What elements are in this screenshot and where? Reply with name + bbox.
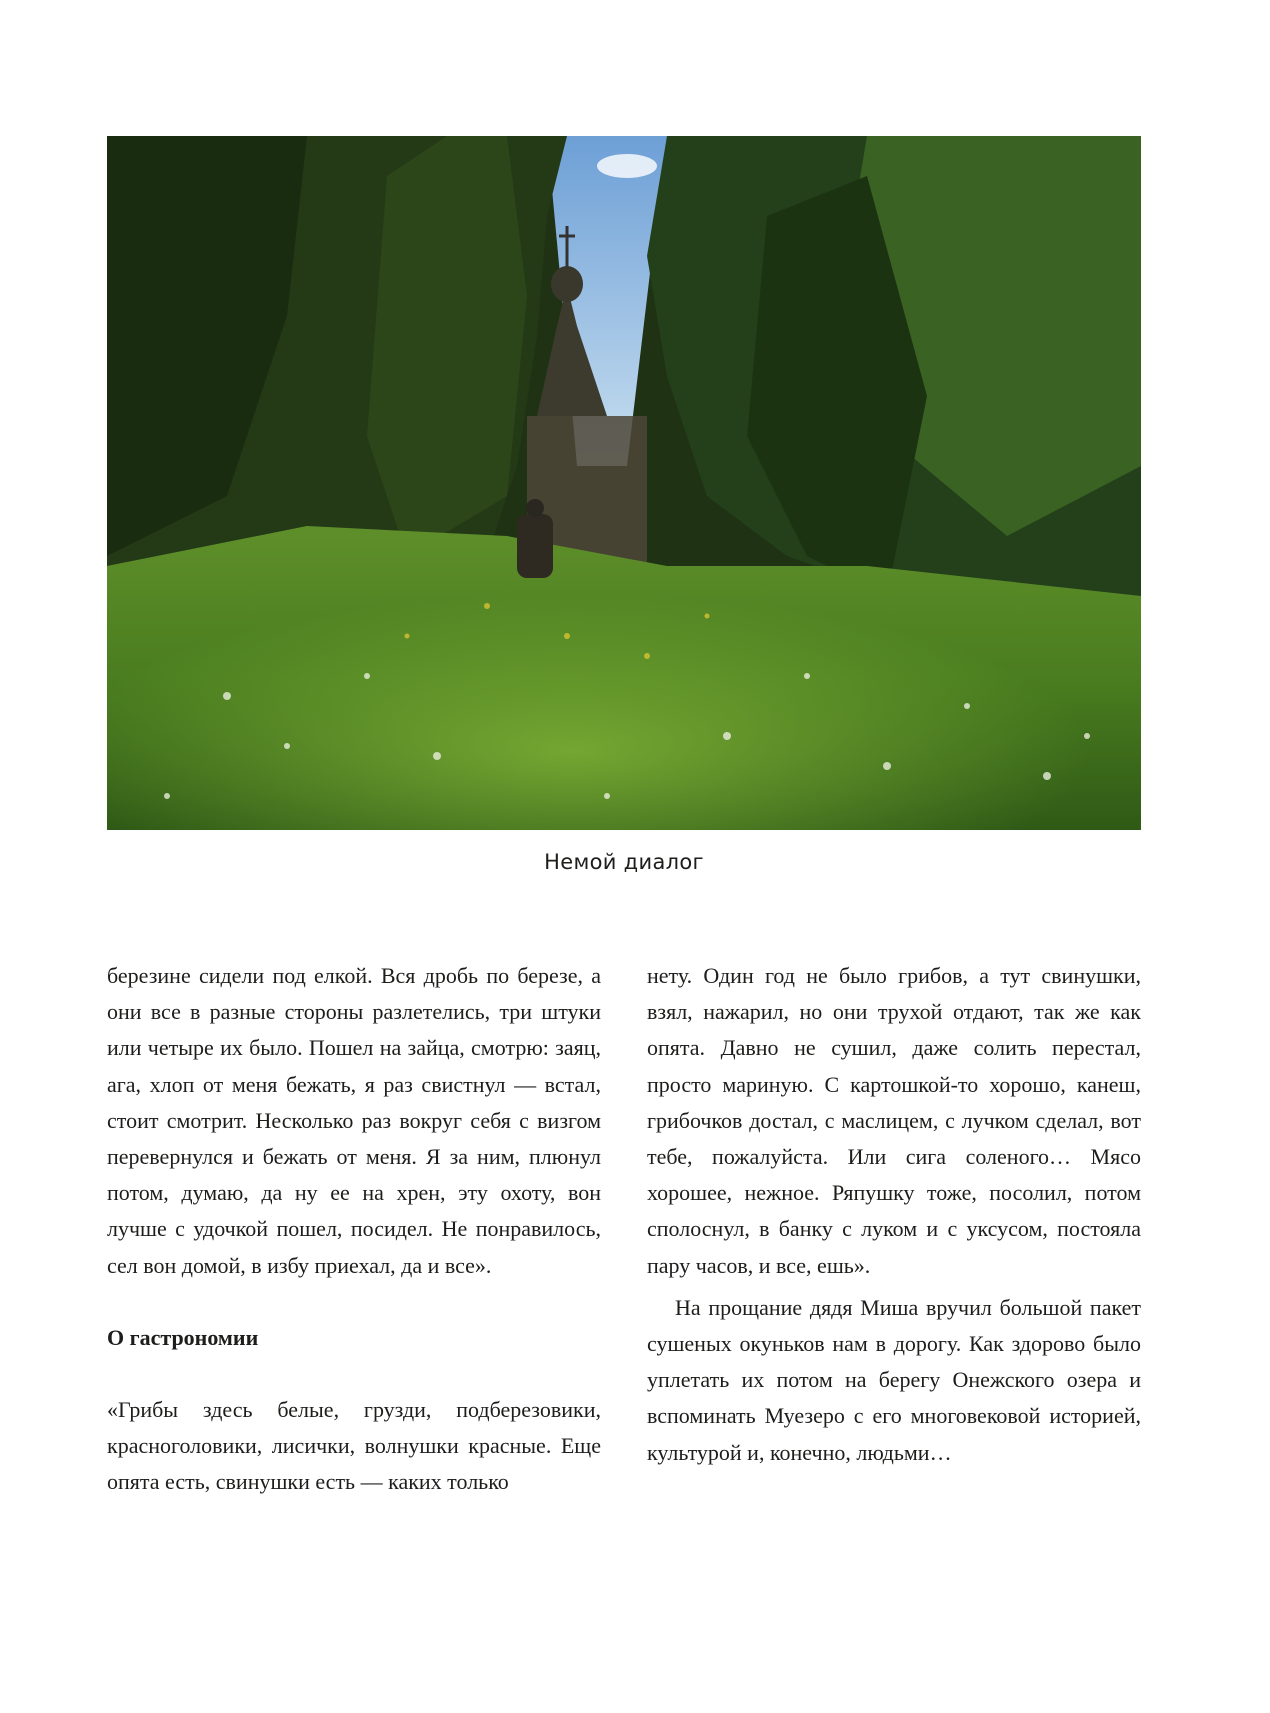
body-paragraph: нету. Один год не было грибов, а тут свинушки, взял, нажарил, но они трухой отдают, так же как опята. Давно не сушил, даже солить перестал, просто мариную. С картошкой-то хорошо, канеш, грибочков достал, с маслицем, с лучком сделал, вот тебе, пожалуйста. Или сига соленого… Мясо хорошее, нежное. Ряпушку тоже, посолил, потом сполоснул, в банку с луком и с уксусом, постояла пару часов, и все, ешь».: [647, 963, 1141, 1278]
forest-chapel-photo: [107, 136, 1141, 830]
body-paragraph: березине сидели под елкой. Вся дробь по березе, а они все в разные стороны разлетелись, три штуки или четыре их было. Пошел на зайца, смотрю: заяц, ага, хлоп от меня бежать, я раз свистнул — встал, стоит смотрит. Несколько раз вокруг себя с визгом перевернулся и бежать от меня. Я за ним, плюнул потом, думаю, да ну ее на хрен, эту охоту, вон лучше с удочкой пошел, посидел. Не понравилось, сел вон домой, в избу приехал, да и все».: [107, 963, 601, 1278]
photo-forest-chapel-icon: [107, 136, 1141, 830]
photo-caption: Немой диалог: [544, 850, 704, 874]
left-text-column: [107, 958, 601, 1501]
body-paragraph: На прощание дядя Миша вручил большой пакет сушеных окуньков нам в дорогу. Как здорово было уплетать их потом на берегу Онежского озера и вспоминать Муезеро с его многовековой историей, культурой и, конечно, людьми…: [647, 1294, 1141, 1465]
body-paragraph: «Грибы здесь белые, грузди, подберезовики, красноголовики, лисички, волнушки красные. Еще опята есть, свинушки есть — каких только: [107, 1397, 601, 1495]
section-heading: О гастрономии: [107, 1324, 259, 1350]
right-text-column: [647, 958, 1141, 1471]
